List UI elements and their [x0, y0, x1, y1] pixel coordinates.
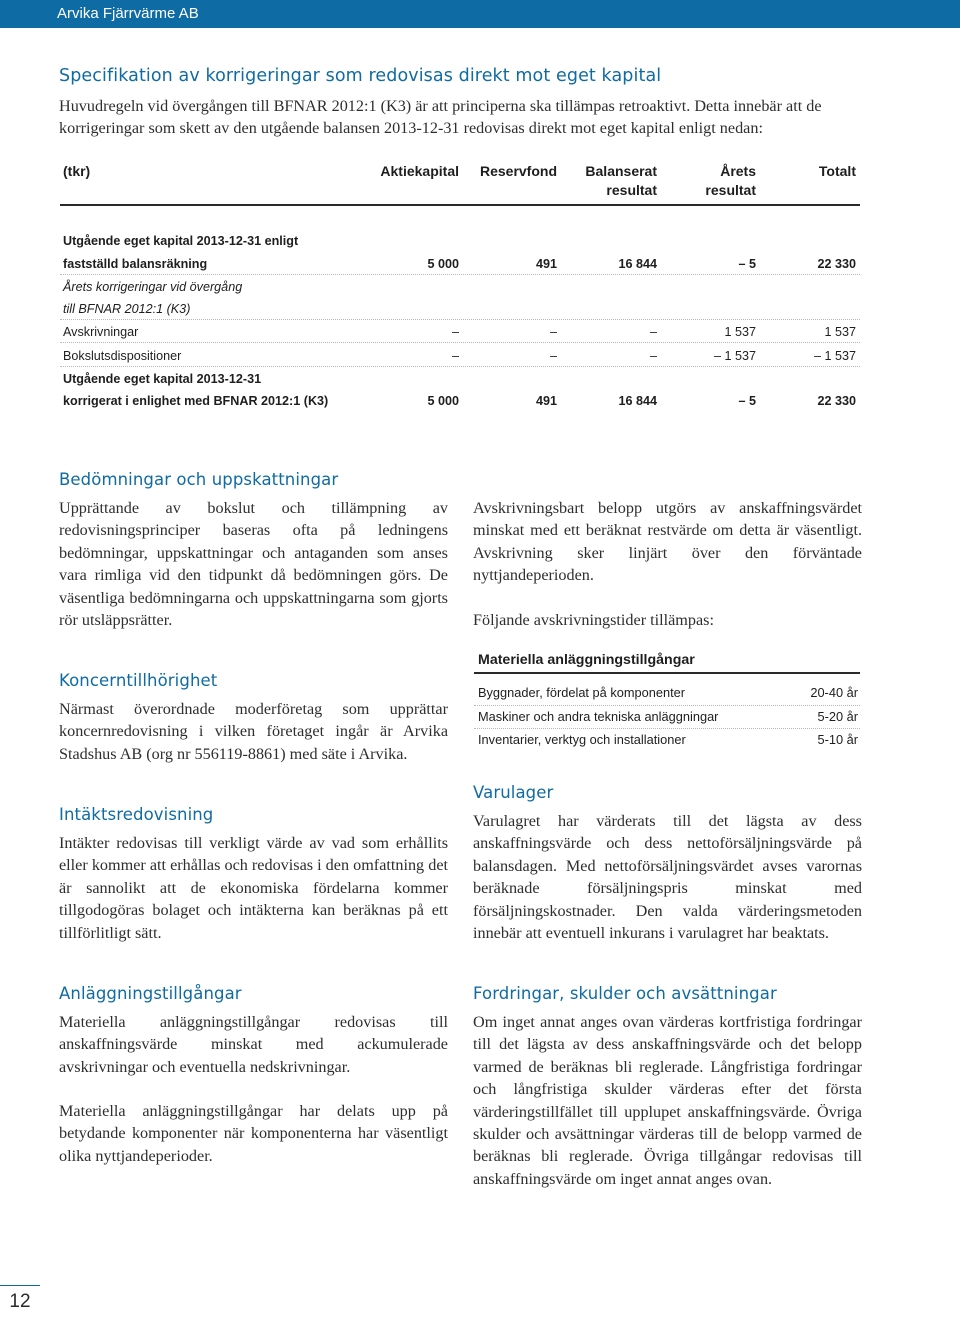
- spec-title: Specifikation av korrigeringar som redovisas direkt mot eget kapital: [59, 66, 662, 86]
- table-row: [60, 275, 860, 297]
- cell-value: –: [451, 325, 459, 340]
- cell-value: 16 844: [618, 256, 657, 271]
- header-tkr: (tkr): [63, 163, 91, 179]
- cell-value: – 1 537: [713, 348, 756, 363]
- cell-value: –: [649, 325, 657, 340]
- cell-value: 16 844: [618, 394, 657, 409]
- cell-value: –: [549, 348, 557, 363]
- heading-intaktsredovisning: Intäktsredovisning: [59, 805, 214, 824]
- table-row: [60, 389, 860, 411]
- row-label: till BFNAR 2012:1 (K3): [63, 302, 191, 317]
- row-label: Bokslutsdispositioner: [63, 348, 182, 363]
- text-koncerntillhorighet: Närmast överordnade moderföretag som upprättar koncernredovisning i vilken företaget ingår är Arvika Stadshus AB (org nr 556119-8861) med säte i Arvika.: [59, 700, 448, 763]
- cell-value: 491: [535, 256, 557, 271]
- header-balanserat-resultat: Balanserat resultat: [585, 163, 657, 198]
- row-label: Utgående eget kapital 2013-12-31: [63, 372, 262, 387]
- text-avskrivning-1: Avskrivningsbart belopp utgörs av anskaffningsvärdet minskat med ett beräknat restvärde om detta är väsentligt. Avskrivning sker linjärt över den förväntade nyttjandeperioden.: [473, 499, 862, 585]
- row-label: korrigerat i enlighet med BFNAR 2012:1 (K3): [63, 394, 329, 409]
- row-value: 5-20 år: [817, 708, 858, 724]
- cell-value: 5 000: [427, 394, 459, 409]
- cell-value: 5 000: [427, 256, 459, 271]
- cell-value: – 5: [738, 394, 756, 409]
- text-anlaggning-1: Materiella anläggningstillgångar redovisas till anskaffningsvärde minskat med ackumulerade avskrivningar och eventuella nedskrivningar.: [59, 1013, 448, 1076]
- cell-value: – 5: [738, 256, 756, 271]
- table-row: [60, 297, 860, 320]
- heading-varulager: Varulager: [473, 783, 554, 802]
- header-aktiekapital: Aktiekapital: [380, 163, 459, 179]
- row-label: Inventarier, verktyg och installationer: [478, 732, 686, 747]
- table-row: [60, 343, 860, 366]
- heading-koncerntillhorighet: Koncerntillhörighet: [59, 671, 218, 690]
- table-row: [474, 729, 860, 752]
- table-body: [60, 229, 860, 411]
- cell-value: –: [649, 348, 657, 363]
- cell-value: 1 537: [724, 325, 756, 340]
- row-label: Årets korrigeringar vid övergång: [63, 279, 243, 294]
- header-arets-resultat: Årets resultat: [705, 163, 756, 198]
- depreciation-table: [474, 646, 860, 752]
- table-row: [474, 706, 860, 730]
- page-number: 12: [0, 1285, 40, 1313]
- cell-value: 1 537: [824, 325, 856, 340]
- text-anlaggning-2: Materiella anläggningstillgångar har delats upp på betydande komponenter när komponenterna har väsentligt olika nyttjandeperioder.: [59, 1102, 448, 1165]
- cell-value: 22 330: [817, 256, 856, 271]
- text-varulager: Varulagret har värderats till det lägsta av dess anskaffningsvärde och dess nettoförsäljningsvärde på balansdagen. Med nettoförsäljningsvärdet avses varornas beräknade försäljningspris minskat med försäljningskostnader. Den valda värderingsmetoden innebär att eventuell inkurans i varulagret har beaktats.: [473, 812, 862, 943]
- row-value: 5-10 år: [817, 732, 858, 747]
- equity-correction-table: [60, 158, 860, 409]
- row-label: Avskrivningar: [63, 325, 139, 340]
- table-row: [60, 367, 860, 389]
- header-bar: [0, 0, 960, 28]
- text-intaktsredovisning: Intäkter redovisas till verkligt värde av vad som erhållits eller kommer att erhållas och redovisas i den omfattning det är sannolikt att de ekonomiska fördelarna kommer tillgodogöras bolaget och intäkterna kan beräknas på ett tillförlitligt sätt.: [59, 834, 448, 942]
- row-label: Byggnader, fördelat på komponenter: [478, 685, 686, 700]
- company-name: Arvika Fjärrvärme AB: [57, 5, 199, 22]
- row-label: Utgående eget kapital 2013-12-31 enligt: [63, 234, 299, 249]
- cell-value: 22 330: [817, 394, 856, 409]
- table-header: [60, 158, 860, 206]
- cell-value: – 1 537: [813, 348, 856, 363]
- table-row: [60, 320, 860, 343]
- heading-anlaggningstillgangar: Anläggningstillgångar: [59, 984, 242, 1003]
- row-value: 20-40 år: [810, 685, 858, 700]
- table-row: [60, 251, 860, 274]
- cell-value: 491: [535, 394, 557, 409]
- table-row: [474, 682, 860, 706]
- row-label: fastställd balansräkning: [63, 256, 208, 271]
- text-bedomningar: Upprättande av bokslut och tillämpning av redovisningsprinciper baseras ofta på ledningens bedömningar, uppskattningar och antaganden som anses vara rimliga vid den tidpunkt då bedömningen görs. De väsentliga bedömningarna och uppskattningarna som gjorts rör utsläppsrätter.: [59, 499, 448, 630]
- header-totalt: Totalt: [818, 163, 856, 179]
- spec-intro: Huvudregeln vid övergången till BFNAR 2012:1 (K3) är att principerna ska tillämpas retroaktivt. Detta innebär att de korrigeringar som skett av den utgående balansen 2013-12-31 redovisas direkt mot eget kapital enligt nedan:: [59, 97, 822, 138]
- cell-value: –: [549, 325, 557, 340]
- table-row: [60, 229, 860, 251]
- header-reservfond: Reservfond: [479, 163, 557, 179]
- depreciation-table-title: Materiella anläggningstillgångar: [474, 646, 860, 674]
- cell-value: –: [451, 348, 459, 363]
- text-fordringar: Om inget annat anges ovan värderas kortfristiga fordringar till det lägsta av dess anskaffningsvärde och det belopp varmed de beräknas bli reglerade. Långfristiga fordringar och långfristiga skulder värderas efter det första värderingstillfället till upplupet anskaffningsvärde. Övriga skulder och avsättningar värderas till de belopp varmed de beräknas bli reglerade. Övriga tillgångar redovisas till anskaffningsvärde om inget annat anges ovan.: [473, 1013, 862, 1188]
- row-label: Maskiner och andra tekniska anläggningar: [478, 708, 719, 724]
- text-avskrivning-2: Följande avskrivningstider tillämpas:: [473, 611, 714, 629]
- heading-bedomningar: Bedömningar och uppskattningar: [59, 470, 339, 489]
- heading-fordringar: Fordringar, skulder och avsättningar: [473, 984, 777, 1003]
